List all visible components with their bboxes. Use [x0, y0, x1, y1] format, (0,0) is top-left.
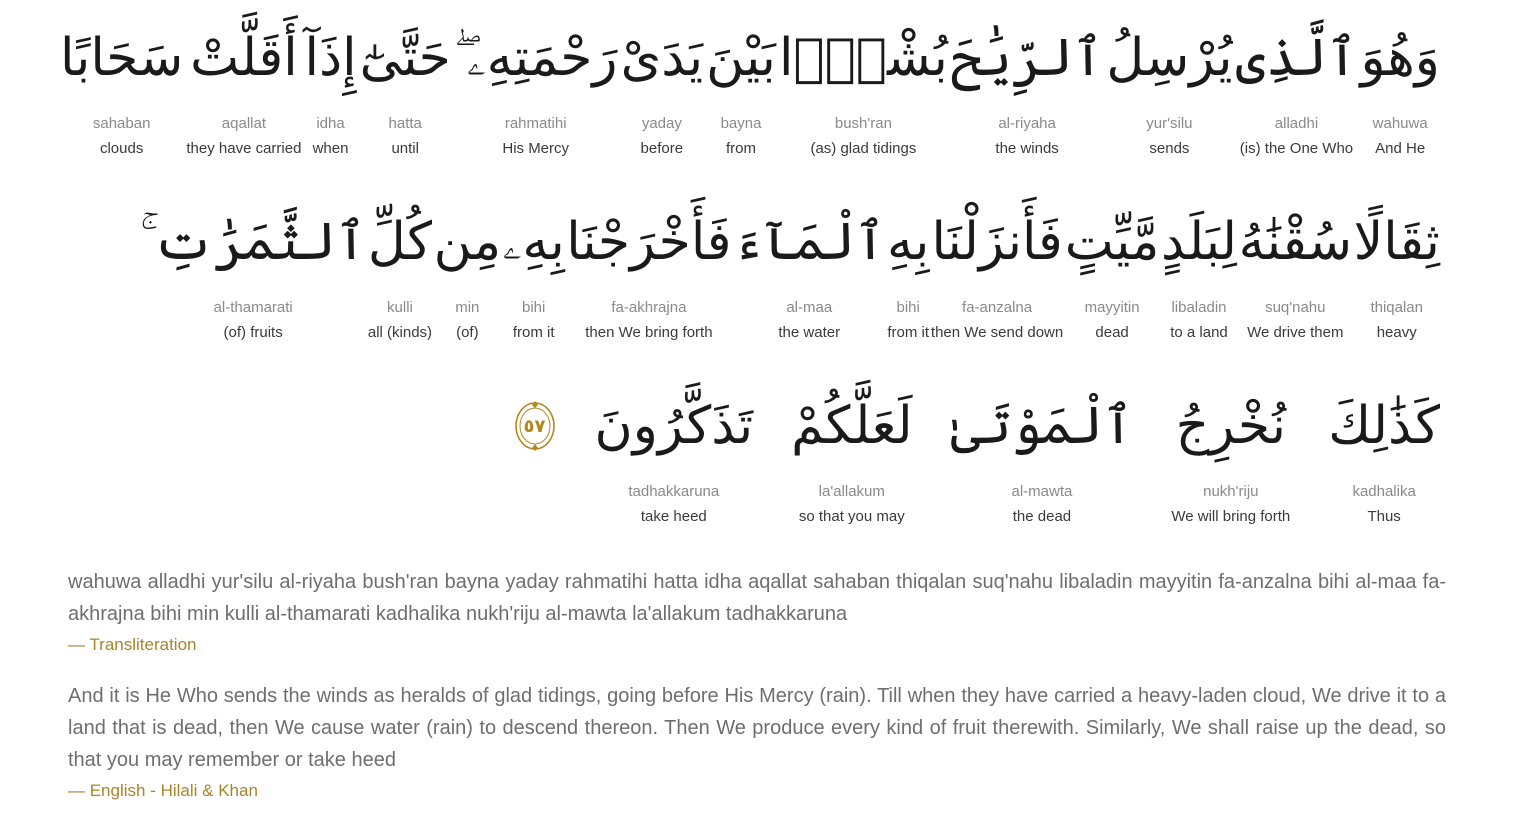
word-transliteration: al-maa	[786, 299, 833, 316]
verse-line-2	[140, 192, 1440, 343]
verse-word[interactable]	[733, 192, 885, 343]
word-transliteration: min	[455, 299, 480, 316]
word-meaning: (as) glad tidings	[810, 140, 917, 157]
arabic-word: كَذَٰلِكَ	[1328, 396, 1440, 456]
verse-word[interactable]	[1239, 192, 1352, 343]
arabic-word: يَدَىْ	[620, 28, 704, 88]
arabic-word: لِبَلَدٍ	[1160, 212, 1237, 272]
verse-word[interactable]	[887, 192, 929, 343]
verse-word[interactable]	[434, 192, 501, 343]
ayah-number-marker	[513, 400, 557, 452]
word-transliteration: al-riyaha	[998, 115, 1056, 132]
word-transliteration: libaladin	[1171, 299, 1227, 316]
arabic-word: مِن	[433, 212, 502, 272]
word-transliteration: aqallat	[221, 115, 266, 132]
arabic-word: تَذَكَّرُونَ	[594, 396, 754, 456]
word-transliteration: mayyitin	[1084, 299, 1140, 316]
arabic-word: حَتَّىٰٓ	[359, 28, 451, 88]
verse-word[interactable]	[791, 376, 912, 527]
transliteration-section	[68, 566, 1446, 657]
arabic-word: لَعَلَّكُمْ	[791, 396, 913, 456]
word-meaning: then We send down	[930, 324, 1064, 341]
arabic-word: بُشْرًۢا	[778, 28, 948, 88]
verse-word[interactable]	[1106, 8, 1232, 159]
verse-word[interactable]	[1161, 192, 1237, 343]
verse-word[interactable]	[140, 192, 366, 343]
word-transliteration: bihi	[896, 299, 920, 316]
word-meaning: until	[391, 140, 419, 157]
word-transliteration: fa-akhrajna	[611, 299, 687, 316]
verse-word[interactable]	[1236, 8, 1358, 159]
word-meaning: sends	[1149, 140, 1190, 157]
arabic-word: مَّيِّتٍ	[1064, 212, 1160, 272]
verse-word[interactable]	[305, 8, 357, 159]
verse-word[interactable]	[621, 8, 703, 159]
translation-source-label[interactable]: — English - Hilali & Khan	[68, 781, 258, 800]
word-transliteration: al-mawta	[1011, 483, 1073, 500]
arabic-word: ٱلْمَآءَ	[733, 212, 886, 272]
arabic-word: سَحَابًا	[60, 28, 184, 88]
arabic-word: نُخْرِجُ	[1175, 396, 1286, 456]
word-meaning: from it	[512, 324, 555, 341]
arabic-word: ٱلرِّيَٰحَ	[950, 28, 1104, 88]
arabic-word: إِذَآ	[304, 28, 357, 88]
word-transliteration: suq'nahu	[1265, 299, 1326, 316]
word-transliteration: alladhi	[1274, 115, 1319, 132]
word-meaning: (of)	[456, 324, 479, 341]
word-transliteration: la'allakum	[818, 483, 885, 500]
word-transliteration: sahaban	[92, 115, 151, 132]
word-transliteration: thiqalan	[1370, 299, 1423, 316]
verse-word[interactable]	[368, 192, 432, 343]
word-meaning: (of) fruits	[223, 324, 283, 341]
word-meaning: they have carried	[186, 140, 302, 157]
arabic-word: يُرْسِلُ	[1106, 28, 1233, 88]
arabic-word: رَحْمَتِهِۦ ۖ	[453, 28, 618, 88]
word-meaning: all (kinds)	[367, 324, 433, 341]
word-transliteration: bush'ran	[834, 115, 892, 132]
word-meaning: the dead	[1012, 508, 1072, 525]
verse-word[interactable]	[706, 8, 776, 159]
word-meaning: then We bring forth	[585, 324, 713, 341]
word-meaning: heavy	[1376, 324, 1417, 341]
word-transliteration: al-thamarati	[213, 299, 293, 316]
word-transliteration: idha	[316, 115, 345, 132]
word-meaning: to a land	[1170, 324, 1228, 341]
arabic-word: فَأَخْرَجْنَا	[566, 212, 732, 272]
verse-word[interactable]	[951, 8, 1103, 159]
word-meaning: And He	[1375, 140, 1426, 157]
verse-word[interactable]	[186, 8, 301, 159]
verse-word[interactable]	[1354, 192, 1440, 343]
word-meaning: We will bring forth	[1171, 508, 1291, 525]
word-meaning: clouds	[99, 140, 144, 157]
verse-word[interactable]	[454, 8, 618, 159]
word-meaning: so that you may	[798, 508, 905, 525]
verse-word[interactable]	[360, 8, 451, 159]
word-transliteration: rahmatihi	[504, 115, 567, 132]
arabic-word: كُلِّ	[367, 212, 433, 272]
arabic-word: ثِقَالًا	[1353, 212, 1440, 272]
arabic-word: بَيْنَ	[706, 28, 776, 88]
word-meaning: His Mercy	[502, 140, 570, 157]
word-meaning: when	[312, 140, 349, 157]
verse-word[interactable]	[566, 192, 731, 343]
arabic-word: سُقْنَٰهُ	[1238, 212, 1353, 272]
word-meaning: from it	[887, 324, 929, 341]
word-meaning: the winds	[995, 140, 1059, 157]
word-transliteration: wahuwa	[1372, 115, 1428, 132]
word-meaning: We drive them	[1247, 324, 1344, 341]
verse-word[interactable]	[1328, 376, 1440, 527]
word-transliteration: fa-anzalna	[962, 299, 1033, 316]
transliteration-text: wahuwa alladhi yur'silu al-riyaha bush'ran bayna yaday rahmatihi hatta idha aqallat sahaban thiqalan suq'nahu libaladin mayyitin fa-anzalna bihi al-maa fa-akhrajna bihi min kulli al-thamarati kadhalika nukh'riju al-mawta la'allakum tadhakkaruna	[68, 571, 1446, 625]
word-transliteration: kulli	[387, 299, 413, 316]
verse-word[interactable]	[503, 192, 565, 343]
verse-line-1	[60, 8, 1440, 159]
verse-word[interactable]	[1360, 8, 1439, 159]
word-meaning: Thus	[1367, 508, 1401, 525]
verse-word[interactable]	[1171, 376, 1290, 527]
ayah-number: ٥٧	[523, 415, 546, 437]
arabic-word: وَهُوَ	[1360, 28, 1440, 88]
word-meaning: before	[640, 140, 684, 157]
verse-word[interactable]	[779, 8, 948, 159]
word-meaning: from	[726, 140, 756, 157]
word-transliteration: yur'silu	[1146, 115, 1193, 132]
arabic-word: ٱلثَّمَرَٰتِ ۚ	[140, 212, 367, 272]
word-meaning: the water	[778, 324, 841, 341]
arabic-word: بِهِ	[886, 212, 930, 272]
word-transliteration: bayna	[720, 115, 762, 132]
arabic-word: فَأَنزَلْنَا	[931, 212, 1063, 272]
word-meaning: (is) the One Who	[1239, 140, 1354, 157]
verse-word[interactable]	[1065, 192, 1160, 343]
verse-word[interactable]	[60, 8, 183, 159]
word-transliteration: yaday	[641, 115, 682, 132]
arabic-word: ٱلْمَوْتَىٰ	[950, 396, 1134, 456]
word-transliteration: bihi	[521, 299, 546, 316]
word-transliteration: nukh'riju	[1203, 483, 1259, 500]
word-transliteration: tadhakkaruna	[628, 483, 720, 500]
word-transliteration: kadhalika	[1352, 483, 1416, 500]
english-translation-text: And it is He Who sends the winds as heralds of glad tidings, going before His Mercy (rain). Till when they have carried a heavy-laden cloud, We drive it to a land that is dead, then We cause water (rain) to descend thereon. Then We produce every kind of fruit therewith. Similarly, We shall raise up the dead, so that you may remember or take heed	[68, 685, 1446, 771]
verse-word[interactable]	[931, 192, 1063, 343]
arabic-word: أَقَلَّتْ	[190, 28, 298, 88]
word-meaning: dead	[1095, 324, 1129, 341]
word-meaning: take heed	[640, 508, 707, 525]
verse-word[interactable]	[595, 376, 754, 527]
transliteration-source-label[interactable]: — Transliteration	[68, 635, 197, 654]
verse-word[interactable]	[951, 376, 1134, 527]
translation-section	[68, 680, 1446, 803]
word-transliteration: hatta	[388, 115, 422, 132]
arabic-word: بِهِۦ	[502, 212, 565, 272]
verse-line-3	[60, 376, 1440, 527]
arabic-word: ٱلَّذِى	[1235, 28, 1358, 88]
